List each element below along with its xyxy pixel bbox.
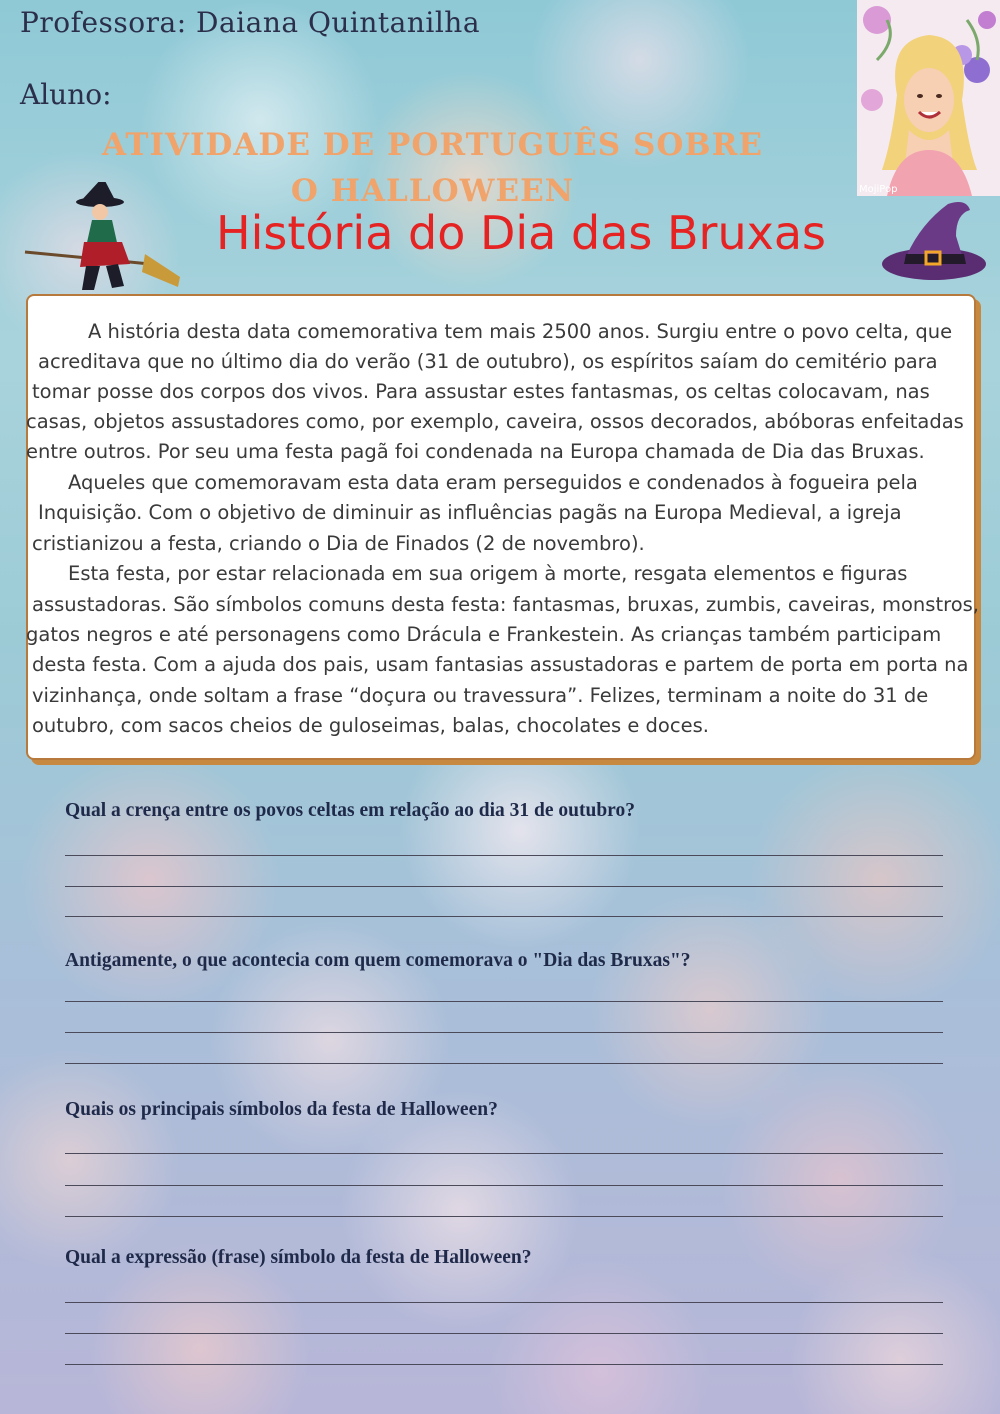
story-line: gatos negros e até personagens como Drácula e Frankestein. As crianças também participam xyxy=(26,623,942,646)
story-line: casas, objetos assustadores como, por exemplo, caveira, ossos decorados, abóboras enfeitadas xyxy=(26,410,964,433)
answer-line[interactable] xyxy=(65,916,943,917)
story-line: outubro, com sacos cheios de guloseimas, balas, chocolates e doces. xyxy=(32,714,709,737)
answer-line[interactable] xyxy=(65,1216,943,1217)
answer-line[interactable] xyxy=(65,855,943,856)
story-line: tomar posse dos corpos dos vivos. Para assustar estes fantasmas, os celtas colocavam, nas xyxy=(32,380,930,403)
question-2: Antigamente, o que acontecia com quem comemorava o "Dia das Bruxas"? xyxy=(65,950,691,971)
activity-title: ATIVIDADE DE PORTUGUÊS SOBRE O HALLOWEEN xyxy=(102,127,763,209)
story-line: Esta festa, por estar relacionada em sua origem à morte, resgata elementos e figuras xyxy=(68,562,908,585)
story-line: cristianizou a festa, criando o Dia de Finados (2 de novembro). xyxy=(32,532,645,555)
teacher-avatar xyxy=(857,0,1000,196)
answer-line[interactable] xyxy=(65,1333,943,1334)
story-line: A história desta data comemorativa tem mais 2500 anos. Surgiu entre o povo celta, que xyxy=(88,320,953,343)
story-title: História do Dia das Bruxas xyxy=(216,206,826,260)
answer-line[interactable] xyxy=(65,1063,943,1064)
avatar-watermark: MojiPop xyxy=(859,184,898,195)
story-text-box xyxy=(26,294,979,760)
answer-line[interactable] xyxy=(65,1032,943,1033)
question-3: Quais os principais símbolos da festa de Halloween? xyxy=(65,1099,498,1120)
question-1: Qual a crença entre os povos celtas em relação ao dia 31 de outubro? xyxy=(65,800,635,821)
story-line: Inquisição. Com o objetivo de diminuir as influências pagãs na Europa Medieval, a igreja xyxy=(38,501,902,524)
answer-line[interactable] xyxy=(65,1302,943,1303)
answer-line[interactable] xyxy=(65,1364,943,1365)
story-line: acreditava que no último dia do verão (31 de outubro), os espíritos saíam do cemitério para xyxy=(38,350,938,373)
witch-on-broom-icon xyxy=(20,182,185,297)
student-name-label: Aluno: xyxy=(20,78,112,111)
story-line: desta festa. Com a ajuda dos pais, usam fantasias assustadoras e partem de porta em porta na xyxy=(32,653,969,676)
answer-line[interactable] xyxy=(65,1185,943,1186)
story-line: Aqueles que comemoravam esta data eram perseguidos e condenados à fogueira pela xyxy=(68,471,918,494)
story-line: assustadoras. São símbolos comuns desta festa: fantasmas, bruxas, zumbis, caveiras, monstros, xyxy=(32,593,979,616)
answer-line[interactable] xyxy=(65,1001,943,1002)
story-line: vizinhança, onde soltam a frase “doçura ou travessura”. Felizes, terminam a noite do 31 de xyxy=(32,684,929,707)
story-line: entre outros. Por seu uma festa pagã foi condenada na Europa chamada de Dia das Bruxas. xyxy=(26,440,925,463)
answer-line[interactable] xyxy=(65,1153,943,1154)
question-4: Qual a expressão (frase) símbolo da festa de Halloween? xyxy=(65,1247,532,1268)
teacher-name: Professora: Daiana Quintanilha xyxy=(20,6,481,39)
answer-line[interactable] xyxy=(65,886,943,887)
witch-hat-icon xyxy=(878,196,998,291)
